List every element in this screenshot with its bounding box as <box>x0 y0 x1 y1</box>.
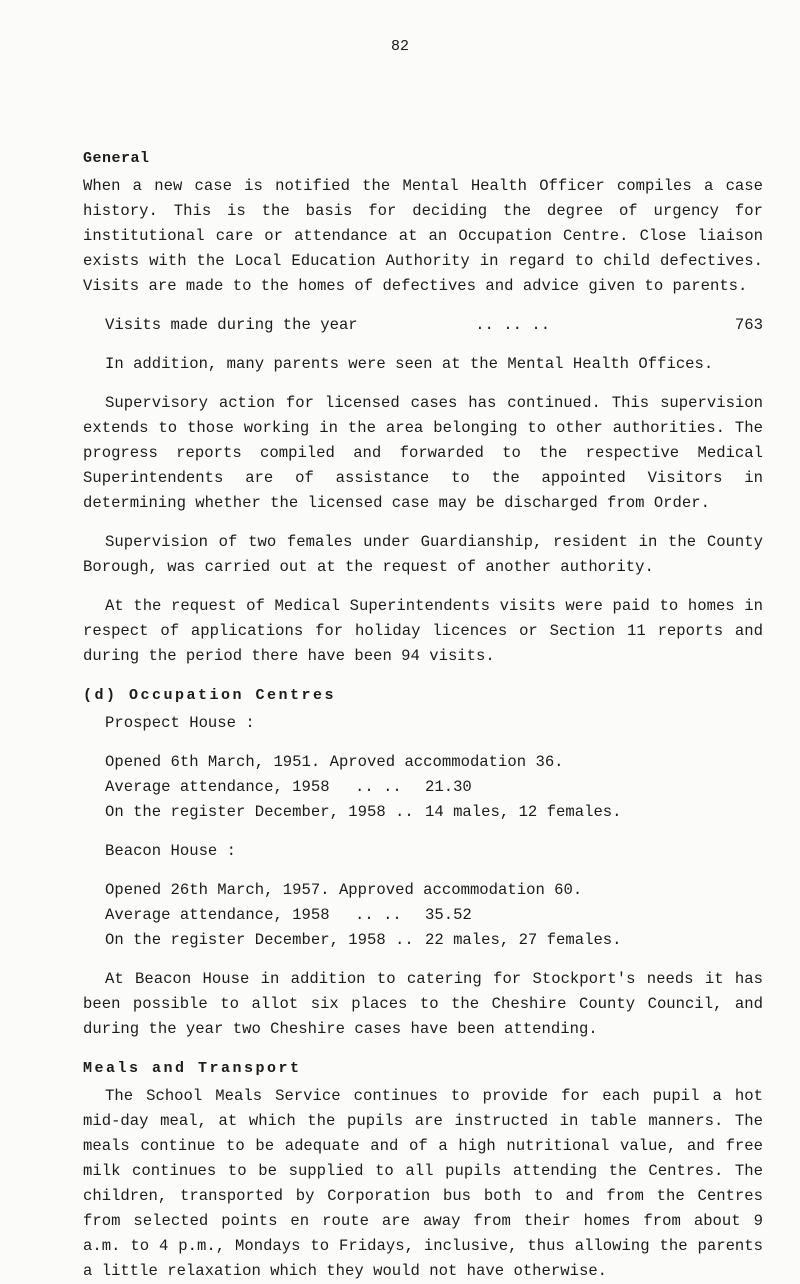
beacon-average-label: Average attendance, 1958 <box>105 906 330 924</box>
prospect-average-label: Average attendance, 1958 <box>105 778 330 796</box>
visits-row <box>83 313 763 338</box>
prospect-opened: Opened 6th March, 1951. Aproved accommodation 36. <box>105 753 564 771</box>
beacon-register-label: On the register December, 1958 <box>105 931 386 949</box>
general-paragraph-5: At the request of Medical Superintendents visits were paid to homes in respect of applications for holiday licences or Section 11 reports and during the period there have been 94 visits. <box>83 597 763 665</box>
general-heading: General <box>83 150 150 167</box>
beacon-house-title: Beacon House : <box>105 842 237 860</box>
occupation-paragraph: At Beacon House in addition to catering for Stockport's needs it has been possible to allot six places to the Cheshire County Council, and during the year two Cheshire cases have been attending. <box>83 970 763 1038</box>
prospect-register-label: On the register December, 1958 <box>105 803 386 821</box>
beacon-register-row <box>83 928 763 953</box>
page-number: 82 <box>390 38 409 55</box>
beacon-average-row <box>83 903 763 928</box>
visits-value: 763 <box>734 316 763 334</box>
prospect-average-value: 21.30 <box>425 778 472 796</box>
general-paragraph-3: Supervisory action for licensed cases has continued. This supervision extends to those working in the area belonging to other authorities. The progress reports compiled and forwarded to the respective Medical Superintendents are of assistance to the appointed Visitors in determining whether the licensed case may be discharged from Order. <box>83 394 763 512</box>
occupation-heading: (d) Occupation Centres <box>83 687 337 704</box>
prospect-register-dots: .. <box>395 803 414 821</box>
beacon-average-dots: .. .. <box>355 906 402 924</box>
beacon-opened: Opened 26th March, 1957. Approved accommodation 60. <box>105 881 583 899</box>
beacon-register-dots: .. <box>395 931 414 949</box>
prospect-average-row <box>83 775 763 800</box>
beacon-register-value: 22 males, 27 females. <box>425 931 622 949</box>
document-body <box>83 150 763 1284</box>
general-paragraph-2: In addition, many parents were seen at the Mental Health Offices. <box>105 355 714 373</box>
prospect-register-row <box>83 800 763 825</box>
prospect-average-dots: .. .. <box>355 778 402 796</box>
visits-dots: .. .. .. <box>475 316 551 334</box>
meals-heading: Meals and Transport <box>83 1060 302 1077</box>
prospect-house-title: Prospect House : <box>105 714 255 732</box>
general-paragraph-1: When a new case is notified the Mental Health Officer compiles a case history. This is the basis for deciding the degree of urgency for institutional care or attendance at an Occupation Centre. Close liaison exists with the Local Education Authority in regard to child defectives. Visits are made to the homes of defectives and advice given to parents. <box>83 177 763 295</box>
beacon-average-value: 35.52 <box>425 906 472 924</box>
general-paragraph-4: Supervision of two females under Guardianship, resident in the County Borough, was carried out at the request of another authority. <box>83 533 763 576</box>
visits-label: Visits made during the year <box>105 316 358 334</box>
prospect-register-value: 14 males, 12 females. <box>425 803 622 821</box>
meals-paragraph: The School Meals Service continues to provide for each pupil a hot mid-day meal, at which the pupils are instructed in table manners. The meals continue to be adequate and of a high nutritional value, and free milk continues to be supplied to all pupils attending the Centres. The children, transported by Corporation bus both to and from the Centres from selected points en route are away from their homes from about 9 a.m. to 4 p.m., Mondays to Fridays, inclusive, thus allowing the parents a little relaxation which they would not have otherwise. <box>83 1087 763 1280</box>
